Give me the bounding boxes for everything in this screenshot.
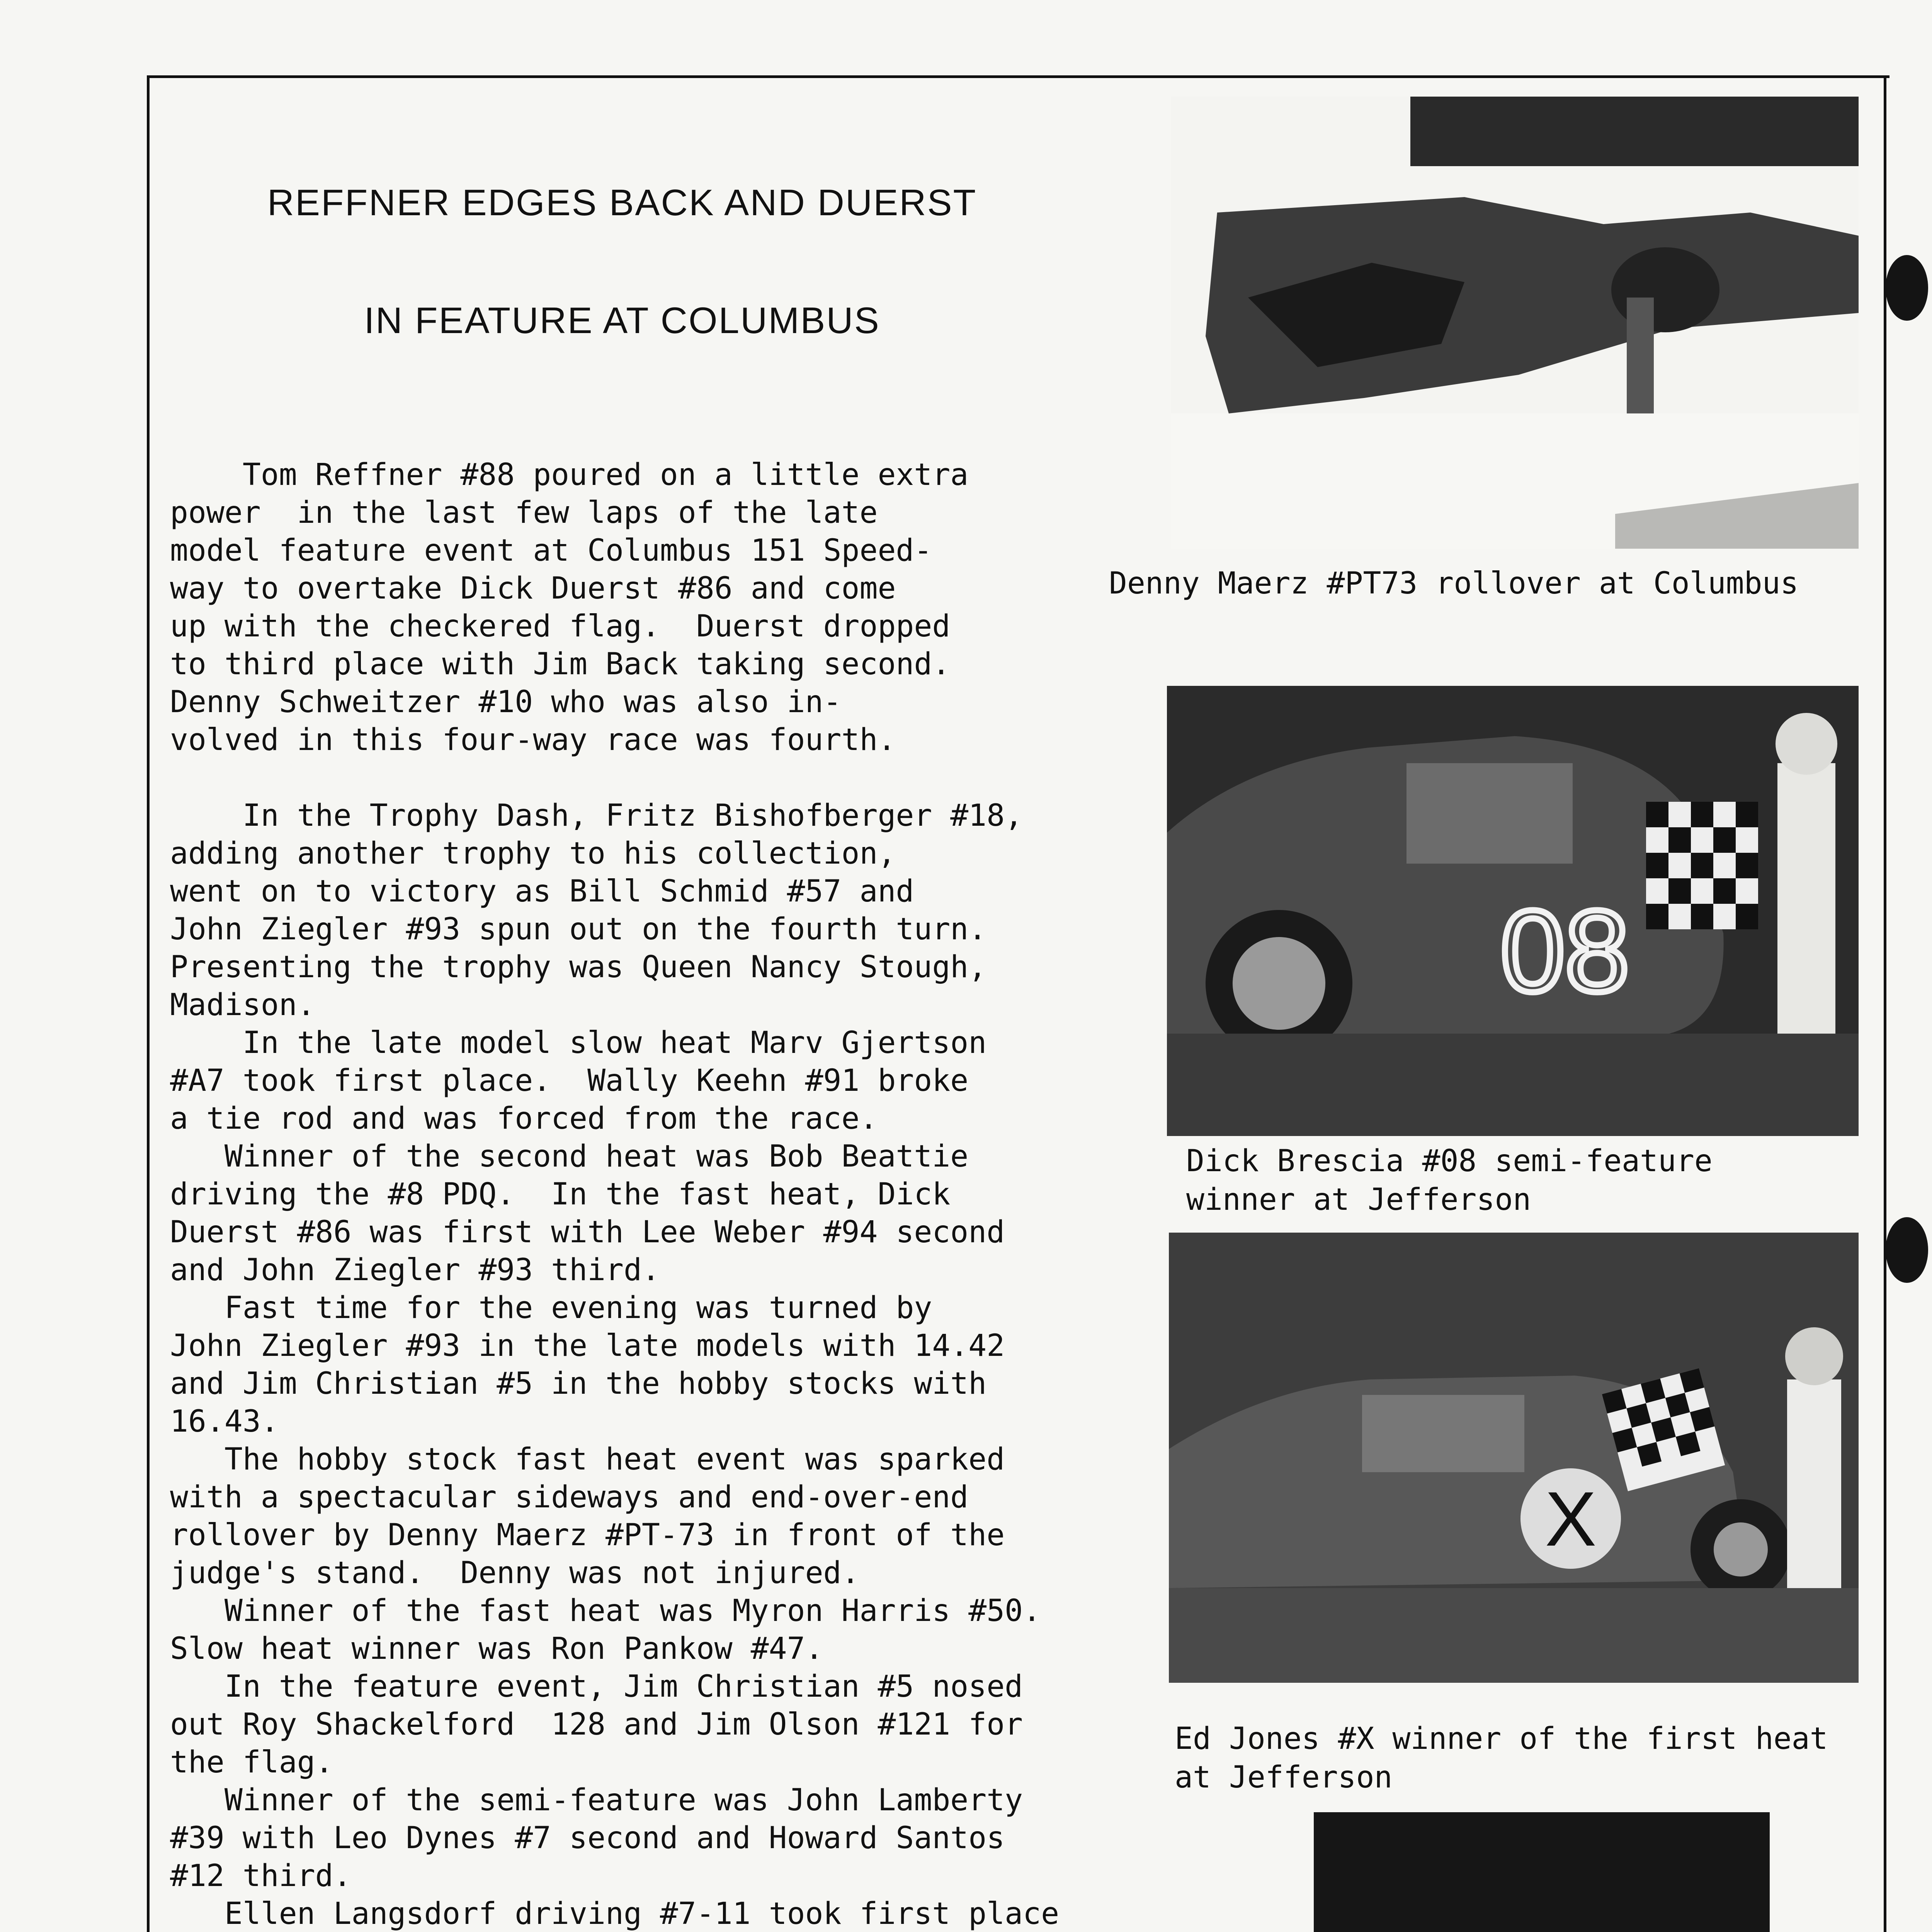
maerz-photo xyxy=(1314,1812,1770,1932)
frame-right xyxy=(1884,75,1886,1932)
rollover-image xyxy=(1171,97,1859,549)
headline-line2: IN FEATURE AT COLUMBUS xyxy=(364,300,880,341)
jones-image xyxy=(1169,1233,1859,1683)
rollover-photo xyxy=(1171,97,1859,549)
rollover-caption: Denny Maerz #PT73 rollover at Columbus xyxy=(1109,566,1799,601)
car-number: 08 xyxy=(1500,886,1629,1016)
frame-top xyxy=(147,75,1889,78)
checkered-flag-icon xyxy=(1646,802,1758,929)
maerz-image xyxy=(1314,1812,1770,1932)
jones-photo xyxy=(1169,1233,1859,1683)
brescia-photo xyxy=(1167,686,1859,1136)
punch-hole xyxy=(1886,1217,1928,1283)
frame-left xyxy=(147,75,150,1932)
brescia-image xyxy=(1167,686,1859,1136)
jones-caption: Ed Jones #X winner of the first heat at Jefferson xyxy=(1175,1721,1828,1795)
car-mark: X xyxy=(1545,1476,1597,1562)
headline-line1: REFFNER EDGES BACK AND DUERST xyxy=(267,182,977,223)
punch-hole xyxy=(1886,255,1928,321)
article-body: Tom Reffner #88 poured on a little extra power in the last few laps of the late model feature event at Columbus 151 Speed- way to overtake Dick Duerst #86 and come up with the checkered flag. Duerst dropped to third place with Jim Back taking second. Denny Schweitzer #10 who was also in- volved in this four-way race was fourth. In the Trophy Dash, Fritz Bishofberger #18, adding another trophy to his collection, went on to victory as Bill Schmid #57 and John Ziegler #93 spun out on the fourth turn. Presenting the trophy was Queen Nancy Stough, Madison. In the late model slow heat Marv Gjertson #A7 took first place. Wally Keehn #91 broke a tie rod and was forced from the race. Winner of the second heat was Bob Beattie driving the #8 PDQ. In the fast heat, Dick Duerst #86 was first with Lee Weber #94 second and John Ziegler #93 third. Fast time for the evening was turned by John Ziegler #93 in the late models with 14.42 and Jim Christian #5 in the hobby stocks with 16.43. The hobby stock fast heat event was sparked with a spectacular sideways and end-over-end rollover by Denny Maerz #PT-73 in front of the judge's stand. Denny was not injured. Winner of the fast heat was Myron Harris #50. Slow heat winner was Ron Pankow #47. In the feature event, Jim Christian #5 nosed out Roy Shackelford 128 and Jim Olson #121 for the flag. Winner of the semi-feature was John Lamberty #39 with Leo Dynes #7 second and Howard Santos #12 third. Ellen Langsdorf driving #7-11 took first place xyxy=(170,457,1060,1931)
brescia-caption: Dick Brescia #08 semi-feature winner at Jefferson xyxy=(1186,1144,1713,1217)
